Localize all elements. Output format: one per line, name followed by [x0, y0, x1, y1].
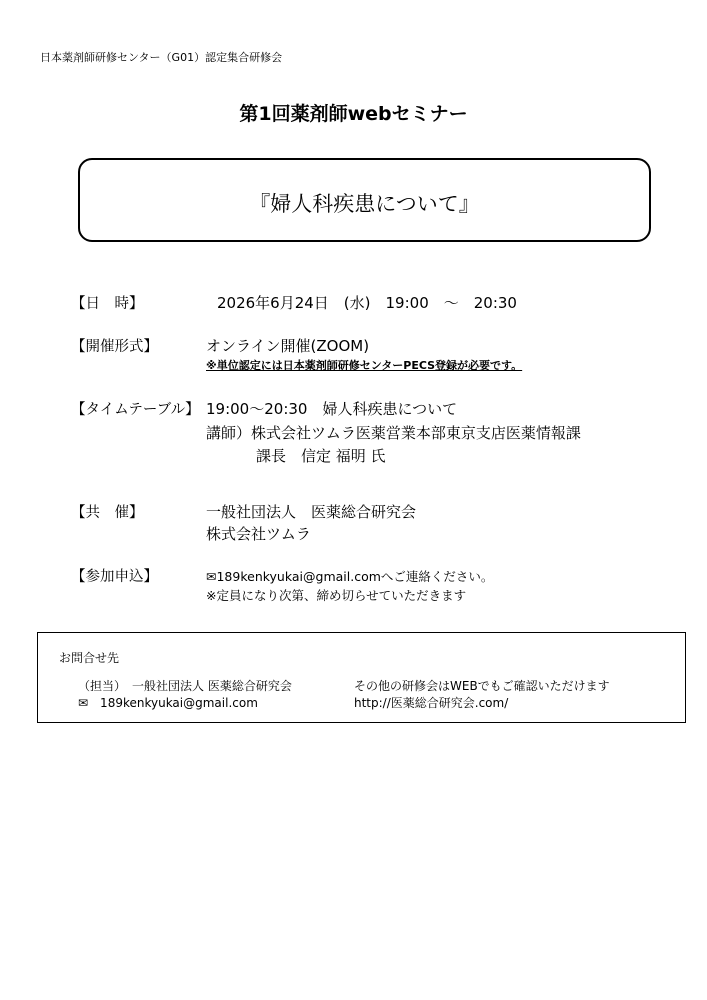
contact-heading: お問合せ先 [59, 651, 120, 665]
datetime-value: 2026年6月24日 (水) 19:00 ～ 20:30 [217, 294, 517, 312]
timetable-line-3: 課長 信定 福明 氏 [256, 447, 386, 465]
cohost-line-1: 一般社団法人 医薬総合研究会 [206, 503, 417, 521]
seminar-title: 第1回薬剤師webセミナー [239, 103, 468, 125]
timetable-line-1: 19:00～20:30 婦人科疾患について [206, 400, 458, 418]
organizer-line: 日本薬剤師研修センター（G01）認定集合研修会 [40, 51, 283, 64]
cohost-label: 【共 催】 [71, 505, 144, 521]
apply-line-2: ※定員になり次第、締め切らせていただきます [206, 588, 467, 603]
contact-email: ✉ 189kenkyukai@gmail.com [78, 696, 258, 710]
topic-box [78, 158, 651, 242]
timetable-label: 【タイムテーブル】 [71, 402, 200, 418]
format-label: 【開催形式】 [71, 339, 158, 355]
contact-person: （担当） 一般社団法人 医薬総合研究会 [78, 679, 292, 693]
apply-line-1: ✉189kenkyukai@gmail.comへご連絡ください。 [206, 569, 494, 584]
timetable-line-2: 講師）株式会社ツムラ医薬営業本部東京支店医薬情報課 [206, 424, 581, 442]
format-note: ※単位認定には日本薬剤師研修センターPECS登録が必要です。 [206, 359, 523, 372]
contact-other-info: その他の研修会はWEBでもご確認いただけます [354, 679, 610, 693]
apply-label: 【参加申込】 [71, 569, 158, 585]
cohost-line-2: 株式会社ツムラ [206, 525, 311, 543]
topic-text: 『婦人科疾患について』 [249, 192, 480, 216]
datetime-label: 【日 時】 [71, 296, 144, 312]
contact-url: http://医薬総合研究会.com/ [354, 696, 509, 710]
format-value: オンライン開催(ZOOM) [206, 337, 370, 355]
contact-box [37, 632, 686, 723]
